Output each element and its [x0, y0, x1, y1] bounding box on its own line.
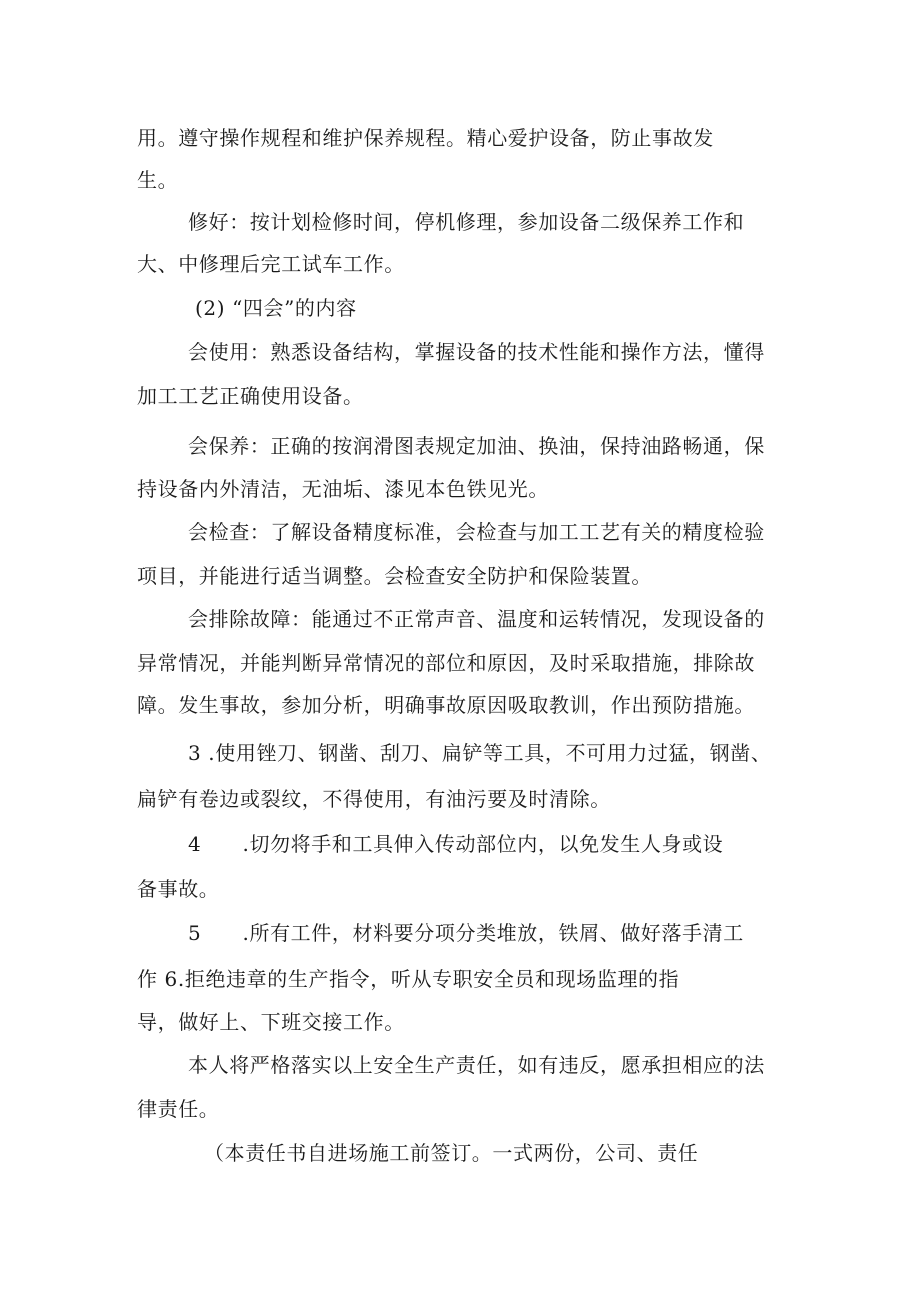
text-line: 备事故。	[137, 877, 220, 901]
text-line: 持设备内外清洁，无油垢、漆见本色铁见光。	[137, 477, 549, 501]
text-line: 扁铲有卷边或裂纹，不得使用，有油污要及时清除。	[137, 787, 611, 811]
text-line: 会检查：了解设备精度标准，会检查与加工工艺有关的精度检验	[188, 520, 765, 544]
text-line: 导，做好上、下班交接工作。	[137, 1010, 405, 1034]
text-line: 生。	[137, 168, 179, 192]
text-line: 本人将严格落实以上安全生产责任，如有违反，愿承担相应的法	[188, 1053, 765, 1077]
text-line: 会保养：正确的按润滑图表规定加油、换油，保持油路畅通，保	[188, 434, 765, 458]
text-line: 大、中修理后完工试车工作。	[137, 252, 405, 276]
text-line: 修好：按计划检修时间，停机修理，参加设备二级保养工作和	[188, 210, 745, 234]
text-line: 项目，并能进行适当调整。会检查安全防护和保险装置。	[137, 564, 652, 588]
text-line: 律责任。	[137, 1097, 220, 1121]
text-line: 会使用：熟悉设备结构，掌握设备的技术性能和操作方法，懂得	[188, 340, 765, 364]
text-line: 3 .使用锉刀、钢凿、刮刀、扁铲等工具，不可用力过猛，钢凿、	[188, 741, 772, 765]
text-line: (2) “四会”的内容	[195, 296, 357, 320]
text-line: 4 .切勿将手和工具伸入传动部位内，以免发生人身或设	[188, 832, 724, 856]
text-line: 作 6.拒绝违章的生产指令，听从专职安全员和现场监理的指	[137, 967, 680, 991]
text-line: 异常情况，并能判断异常情况的部位和原因，及时采取措施，排除故	[137, 651, 755, 675]
text-line: 用。遵守操作规程和维护保养规程。精心爱护设备，防止事故发	[137, 126, 714, 150]
text-line: 会排除故障：能通过不正常声音、温度和运转情况，发现设备的	[188, 607, 765, 631]
text-line: （本责任书自进场施工前签订。一式两份，公司、责任	[204, 1141, 699, 1165]
text-line: 加工工艺正确使用设备。	[137, 384, 364, 408]
text-line: 5 .所有工件，材料要分项分类堆放，铁屑、做好落手清工	[188, 921, 744, 945]
text-line: 障。发生事故，参加分析，明确事故原因吸取教训，作出预防措施。	[137, 693, 755, 717]
